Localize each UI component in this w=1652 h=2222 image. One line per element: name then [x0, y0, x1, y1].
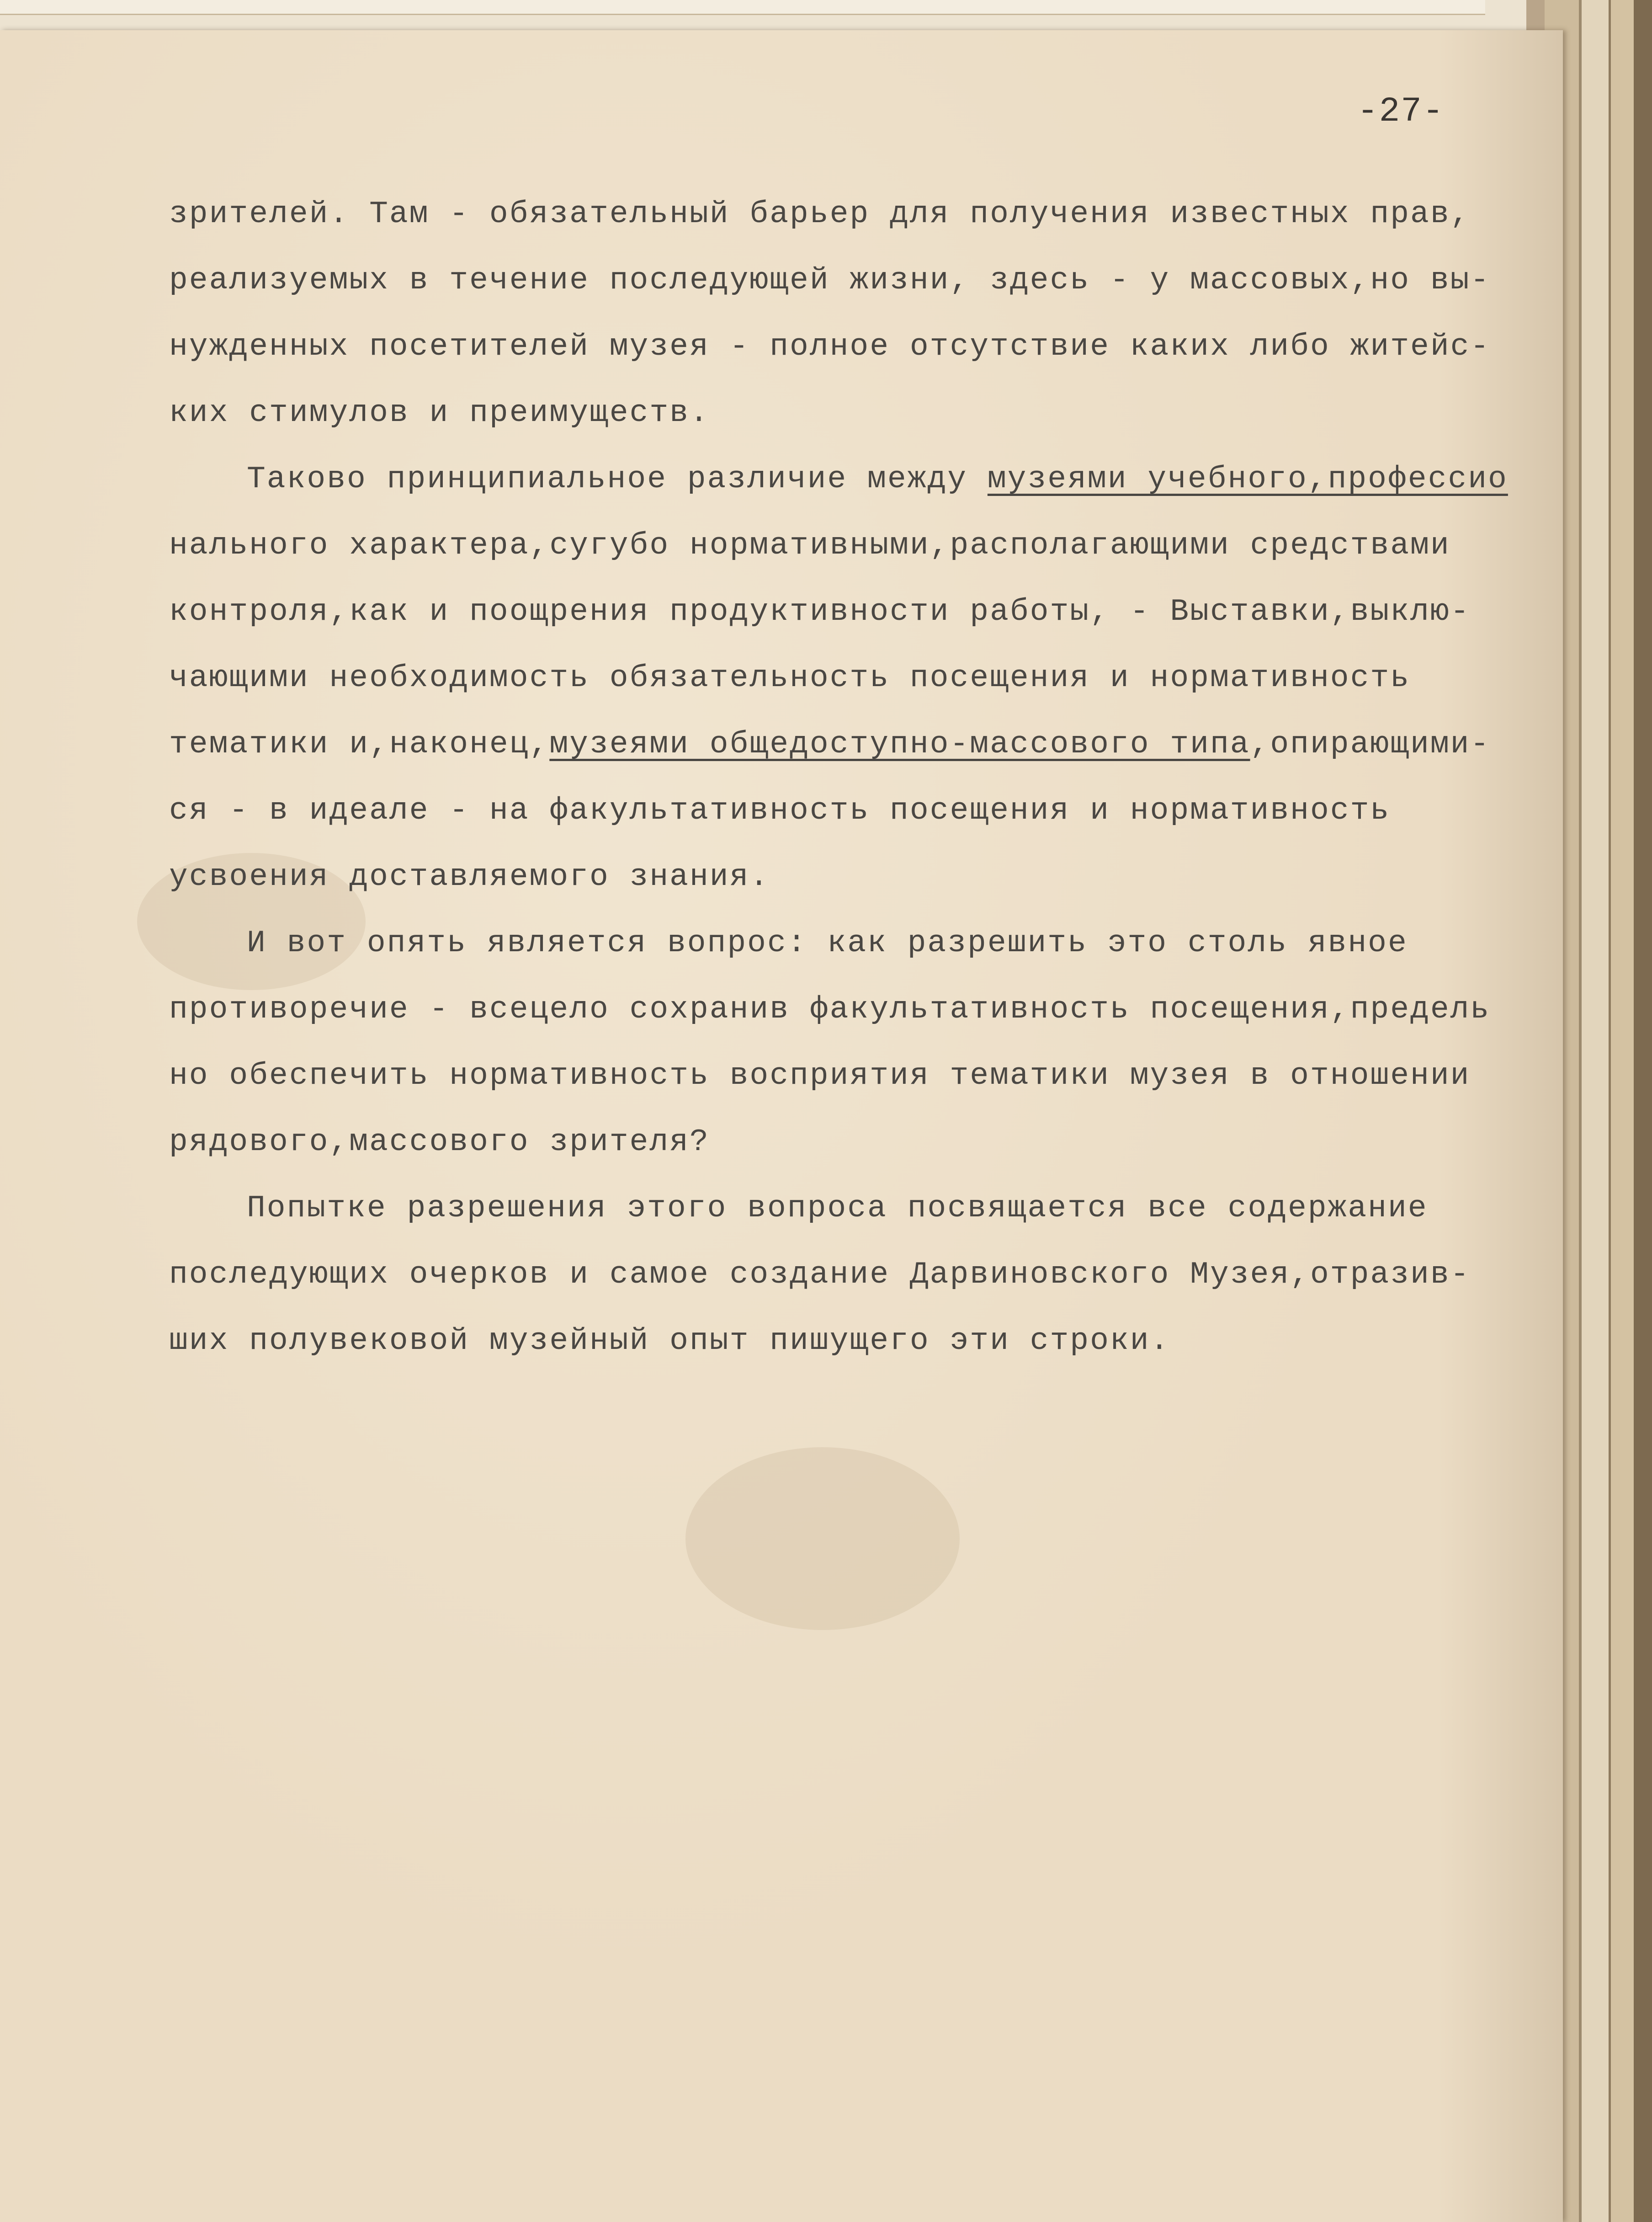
background-sheet-edge: [1634, 0, 1652, 2222]
text-segment: Попытке разрешения этого вопроса посвящается все содержание: [247, 1191, 1428, 1226]
typewritten-page: [0, 30, 1563, 2222]
text-segment: ких стимулов и преимуществ.: [169, 395, 710, 431]
text-line: [169, 910, 1531, 976]
text-segment: нужденных посетителей музея - полное отсутствие каких либо житейс-: [169, 329, 1491, 364]
text-segment: чающими необходимость обязательность посещения и нормативность: [169, 661, 1411, 696]
text-line: [169, 1175, 1531, 1242]
text-line: [169, 446, 1531, 512]
text-line: [169, 247, 1531, 314]
text-line: [169, 1242, 1531, 1308]
text-line: [169, 976, 1531, 1043]
text-segment: ших полувековой музейный опыт пишущего эти строки.: [169, 1323, 1170, 1359]
text-segment: ,опирающими-: [1250, 727, 1491, 762]
text-line: [169, 711, 1531, 778]
text-line: [169, 380, 1531, 446]
text-segment: реализуемых в течение последующей жизни, здесь - у массовых,но вы-: [169, 263, 1491, 298]
text-line: [169, 844, 1531, 910]
text-line: [169, 314, 1531, 380]
text-segment: контроля,как и поощрения продуктивности работы, - Выставки,выклю-: [169, 594, 1471, 629]
text-segment: Таково принципиальное различие между: [247, 462, 988, 497]
text-segment: нального характера,сугубо нормативными,располагающими средствами: [169, 528, 1450, 563]
underlined-phrase: музеями учебного,профессио: [987, 462, 1508, 497]
text-segment: последующих очерков и самое создание Дарвиновского Музея,отразив-: [169, 1257, 1471, 1292]
underlined-phrase: музеями общедоступно-массового типа: [549, 727, 1250, 762]
text-line: [169, 512, 1531, 579]
text-segment: усвоения доставляемого знания.: [169, 859, 770, 895]
underlying-page-strip: [0, 0, 1485, 15]
text-segment: ся - в идеале - на факультативность посещения и нормативность: [169, 793, 1391, 828]
text-line: [169, 1043, 1531, 1109]
text-segment: противоречие - всецело сохранив факультативность посещения,предель: [169, 992, 1491, 1027]
text-line: [169, 181, 1531, 247]
text-line: [169, 1308, 1531, 1374]
text-line: [169, 1109, 1531, 1175]
text-segment: рядового,массового зрителя?: [169, 1124, 710, 1160]
text-segment: тематики и,наконец,: [169, 727, 550, 762]
body-text: [169, 181, 1531, 1374]
text-line: [169, 579, 1531, 645]
text-line: [169, 778, 1531, 844]
page-number: -27-: [1357, 92, 1445, 131]
text-segment: но обеспечить нормативность восприятия тематики музея в отношении: [169, 1058, 1471, 1093]
text-line: [169, 645, 1531, 711]
text-segment: И вот опять является вопрос: как разрешить это столь явное: [247, 926, 1408, 961]
paper-stain: [685, 1447, 960, 1630]
text-segment: зрителей. Там - обязательный барьер для получения известных прав,: [169, 197, 1471, 232]
